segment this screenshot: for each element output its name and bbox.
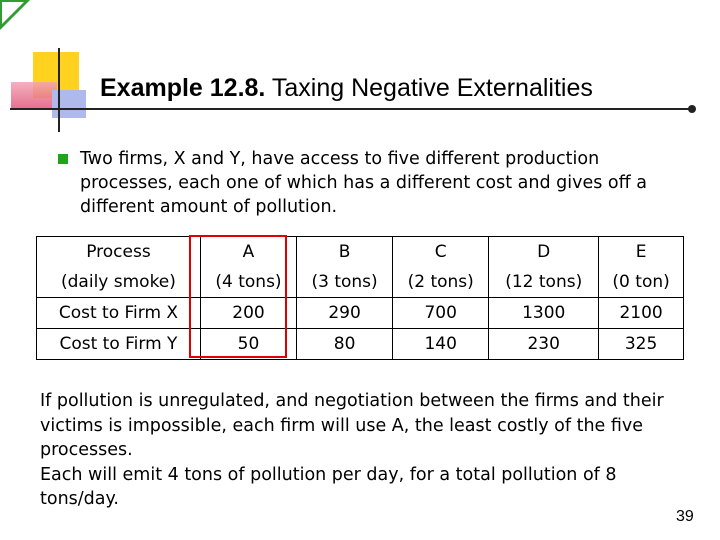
table-cell: 140 <box>393 329 489 360</box>
table-cell: Cost to Firm Y <box>37 329 201 360</box>
table-cell: 230 <box>489 329 599 360</box>
paragraph-1: If pollution is unregulated, and negotiation between the firms and their victims is impossible, each firm will use A, the least costly of the five processes. <box>40 391 664 460</box>
header-cell: E (0 ton) <box>599 237 684 298</box>
header-cell: Process (daily smoke) <box>37 237 201 298</box>
underline-end-dot <box>688 105 696 113</box>
table-row <box>37 329 684 360</box>
bullet-square-icon <box>58 154 68 164</box>
vertical-rule-decoration <box>58 48 60 132</box>
table-header-row <box>37 237 684 298</box>
table-cell: 80 <box>297 329 393 360</box>
title-bold: Example 12.8. <box>100 74 266 102</box>
explanation-text <box>40 389 680 512</box>
cost-table <box>36 236 684 360</box>
table-cell: 700 <box>393 298 489 329</box>
header-cell: B (3 tons) <box>297 237 393 298</box>
table-cell: 325 <box>599 329 684 360</box>
page-number: 39 <box>676 508 694 525</box>
table-row <box>37 298 684 329</box>
corner-triangle-inner <box>2 2 24 24</box>
slide-title <box>100 74 593 103</box>
table-cell: Cost to Firm X <box>37 298 201 329</box>
paragraph-2: Each will emit 4 tons of pollution per day, for a total pollution of 8 tons/day. <box>40 464 617 509</box>
header-cell: A (4 tons) <box>200 237 296 298</box>
title-underline <box>10 108 690 110</box>
table-cell: 2100 <box>599 298 684 329</box>
header-cell: D (12 tons) <box>489 237 599 298</box>
table-cell: 290 <box>297 298 393 329</box>
header-cell: C (2 tons) <box>393 237 489 298</box>
red-square-decoration <box>11 82 57 108</box>
table-cell: 1300 <box>489 298 599 329</box>
table-cell: 50 <box>200 329 296 360</box>
bullet-text: Two firms, X and Y, have access to five different production processes, each one of which has a different cost and gives off a different amount of pollution. <box>80 149 647 217</box>
table-cell: 200 <box>200 298 296 329</box>
title-rest: Taxing Negative Externalities <box>265 74 593 102</box>
